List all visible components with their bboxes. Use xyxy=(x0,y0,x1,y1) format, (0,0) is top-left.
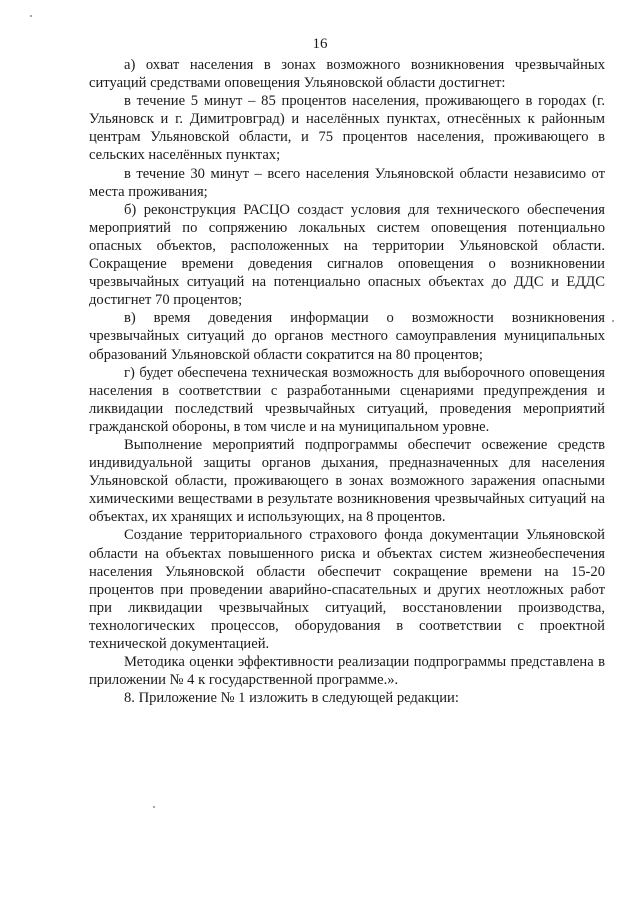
paragraph-protection-means: Выполнение мероприятий подпрограммы обеспечит освежение средств индивидуальной защиты органов дыхания, предназначенных для населения Ульяновской области, проживающего в зонах возможного заражения опасными химическими веществами в результате возникновения чрезвычайных ситуаций на объектах, их хранящих и использующих, на 8 процентов. xyxy=(89,436,605,526)
paragraph-insurance-fund: Создание территориального страхового фонда документации Ульяновской области на объектах повышенного риска и объектах систем жизнеобеспечения населения Ульяновской области обеспечит сокращение времени на 15-20 процентов при проведении аварийно-спасательных и других неотложных работ при ликвидации чрезвычайных ситуаций, восстановлении производства, технологических процессов, оборудования в соответствии с проектной технической документацией. xyxy=(89,527,605,652)
scan-speck xyxy=(612,320,614,322)
paragraph-appendix-1: 8. Приложение № 1 изложить в следующей редакции: xyxy=(124,690,459,707)
scan-speck xyxy=(153,806,155,808)
paragraph-item-b: б) реконструкция РАСЦО создаст условия для технического обеспечения мероприятий по сопряжению локальных систем оповещения потенциально опасных объектов, расположенных на территории Ульяновской области. Сокращение времени доведения сигналов оповещения о возникновении чрезвычайных ситуаций на потенциально опасных объектах до ДДС и ЕДДС достигнет 70 процентов; xyxy=(89,201,605,309)
page-number: 16 xyxy=(312,36,328,52)
paragraph-5-minutes: в течение 5 минут – 85 процентов населения, проживающего в городах (г. Ульяновск и г. Димитровград) и населённых пунктах, отнесённых к районным центрам Ульяновской области, и 75 процентов населения, проживающего в сельских населённых пунктах; xyxy=(89,93,605,164)
paragraph-item-v: в) время доведения информации о возможности возникновения чрезвычайных ситуаций до органов местного самоуправления муниципальных образований Ульяновской области сократится на 80 процентов; xyxy=(89,310,605,363)
document-body xyxy=(89,56,605,707)
scan-speck xyxy=(30,15,32,17)
paragraph-item-a: а) охват населения в зонах возможного возникновения чрезвычайных ситуаций средствами оповещения Ульяновской области достигнет: xyxy=(89,57,605,92)
paragraph-item-g: г) будет обеспечена техническая возможность для выборочного оповещения населения в соответствии с разработанными сценариями предупреждения и ликвидации последствий чрезвычайных ситуаций, проведения мероприятий гражданской обороны, в том числе и на муниципальном уровне. xyxy=(89,364,605,435)
paragraph-methodology: Методика оценки эффективности реализации подпрограммы представлена в приложении № 4 к государственной программе.». xyxy=(89,654,605,689)
paragraph-30-minutes: в течение 30 минут – всего населения Ульяновской области независимо от места проживания; xyxy=(89,165,605,200)
